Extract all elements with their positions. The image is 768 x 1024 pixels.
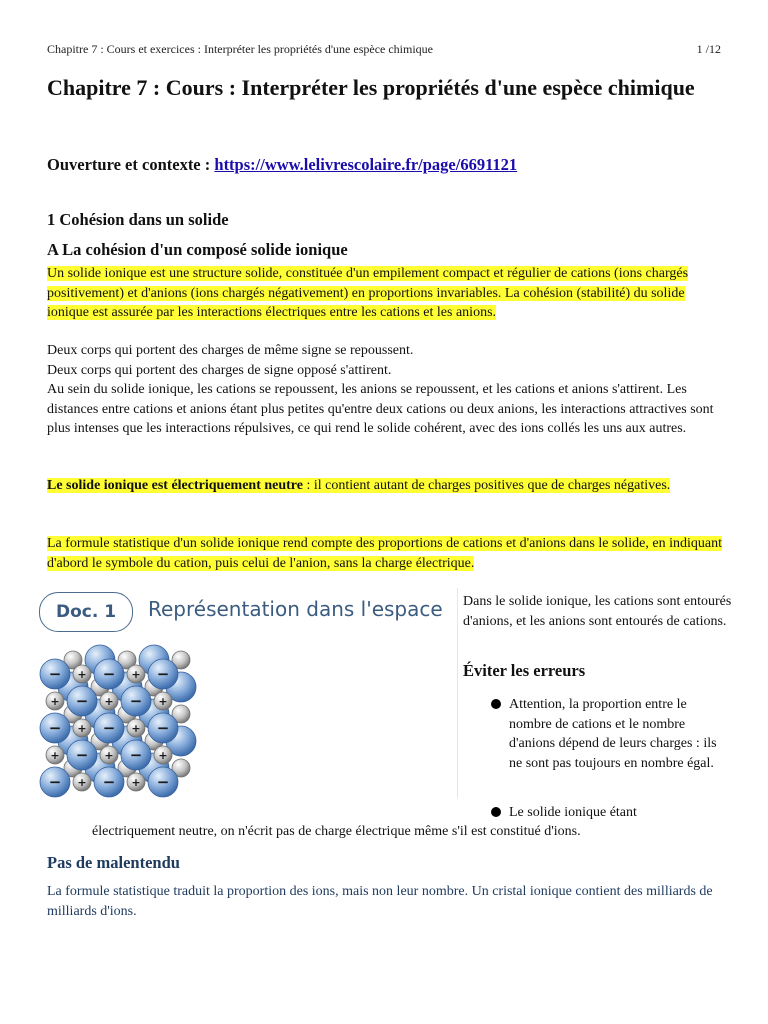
minus-sign: − xyxy=(75,692,89,710)
anion xyxy=(148,713,178,743)
neutrality-text xyxy=(47,478,670,493)
doc-title: Représentation dans l'espace xyxy=(148,597,443,621)
anion xyxy=(67,740,97,770)
cation xyxy=(73,719,91,737)
cation xyxy=(127,665,145,683)
bullet-icon xyxy=(491,807,501,817)
definition-paragraph xyxy=(47,264,723,323)
anion xyxy=(94,713,124,743)
minus-sign: − xyxy=(156,719,170,737)
minus-sign: − xyxy=(48,719,62,737)
doc-badge: Doc. 1 xyxy=(39,592,133,632)
context-link[interactable]: https://www.lelivrescolaire.fr/page/6691121 xyxy=(214,155,518,174)
plus-sign: + xyxy=(131,668,141,681)
cation xyxy=(127,773,145,791)
doc-figure xyxy=(35,588,458,798)
running-header xyxy=(47,42,721,57)
minus-sign: − xyxy=(102,773,116,791)
context-line xyxy=(47,155,517,175)
plus-sign: + xyxy=(131,776,141,789)
malentendu-heading: Pas de malentendu xyxy=(47,853,180,872)
opposite-sign-line: Deux corps qui portent des charges de signe opposé s'attirent. xyxy=(47,362,392,378)
errors-bullet-1: Attention, la proportion entre le nombre de cations et le nombre d'anions dépend de leurs charges : ils ne sont pas toujours en nombre égal. xyxy=(509,697,717,771)
neutrality-paragraph xyxy=(47,476,723,496)
anion xyxy=(40,767,70,797)
section-heading: 1 Cohésion dans un solide xyxy=(47,210,229,229)
plus-sign: + xyxy=(104,695,114,708)
errors-heading: Éviter les erreurs xyxy=(463,661,586,680)
anion xyxy=(148,767,178,797)
page-number: 1 /12 xyxy=(696,42,721,56)
errors-bullet-2-rest: électriquement neutre, on n'écrit pas de charge électrique même s'il est constitué d'ions. xyxy=(92,824,581,839)
plus-sign: + xyxy=(158,749,168,762)
subsection-heading: A La cohésion d'un composé solide ionique xyxy=(47,240,348,259)
cation xyxy=(73,665,91,683)
definition-text: Un solide ionique est une structure solide, constituée d'un empilement compact et régulier de cations (ions chargés positivement) et d'anions (ions chargés négativement) en proportions invariables. La cohésion (stabilité) du solide ionique est assurée par les interactions électriques entre les cations et les anions. xyxy=(47,266,689,320)
minus-sign: − xyxy=(48,665,62,683)
anion xyxy=(148,659,178,689)
cation xyxy=(100,692,118,710)
plus-sign: + xyxy=(158,695,168,708)
cation xyxy=(154,746,172,764)
plus-sign: + xyxy=(50,749,60,762)
page-title: Chapitre 7 : Cours : Interpréter les propriétés d'une espèce chimique xyxy=(47,75,695,100)
doc-caption: Dans le solide ionique, les cations sont entourés d'anions, et les anions sont entourés de cations. xyxy=(463,594,732,629)
cation xyxy=(127,719,145,737)
cation xyxy=(46,746,64,764)
anion xyxy=(94,659,124,689)
context-label: Ouverture et contexte : xyxy=(47,155,215,174)
neutrality-bold: Le solide ionique est électriquement neutre xyxy=(47,478,303,493)
cation xyxy=(73,773,91,791)
plus-sign: + xyxy=(77,668,87,681)
plus-sign: + xyxy=(131,722,141,735)
bullet-icon xyxy=(491,699,501,709)
cohesion-explanation: Au sein du solide ionique, les cations se repoussent, les anions se repoussent, et les cations et anions s'attirent. Les distances entre cations et anions étant plus petites qu'entre deux cations ou deux anions, les interactions attractives sont plus intenses que les interactions répulsives, ce qui rend le solide cohérent, avec des ions collés les uns aux autres. xyxy=(47,382,714,436)
plus-sign: + xyxy=(77,776,87,789)
ionic-crystal-illustration xyxy=(35,638,215,798)
cation xyxy=(154,692,172,710)
minus-sign: − xyxy=(102,719,116,737)
minus-sign: − xyxy=(75,746,89,764)
minus-sign: − xyxy=(102,665,116,683)
plus-sign: + xyxy=(50,695,60,708)
anion xyxy=(40,659,70,689)
formula-text: La formule statistique d'un solide ionique rend compte des proportions de cations et d'anions dans le solide, en indiquant d'abord le symbole du cation, puis celui de l'anion, sans la charge électrique. xyxy=(47,536,722,571)
charges-paragraph xyxy=(47,341,723,439)
minus-sign: − xyxy=(156,665,170,683)
neutrality-rest: : il contient autant de charges positives que de charges négatives. xyxy=(303,478,671,493)
anion xyxy=(121,740,151,770)
anion xyxy=(121,686,151,716)
formula-paragraph xyxy=(47,534,723,573)
same-sign-line: Deux corps qui portent des charges de même signe se repoussent. xyxy=(47,343,414,358)
malentendu-text: La formule statistique traduit la proportion des ions, mais non leur nombre. Un cristal ionique contient des milliards de milliards d'ions. xyxy=(47,884,713,919)
errors-bullet-2-start: Le solide ionique étant xyxy=(509,805,637,820)
plus-sign: + xyxy=(77,722,87,735)
running-title: Chapitre 7 : Cours et exercices : Interpréter les propriétés d'une espèce chimique xyxy=(47,42,434,56)
plus-sign: + xyxy=(104,749,114,762)
minus-sign: − xyxy=(156,773,170,791)
cation xyxy=(46,692,64,710)
cation xyxy=(100,746,118,764)
front-layer-ions xyxy=(40,659,178,797)
anion xyxy=(67,686,97,716)
anion xyxy=(94,767,124,797)
minus-sign: − xyxy=(129,692,143,710)
anion xyxy=(40,713,70,743)
minus-sign: − xyxy=(48,773,62,791)
minus-sign: − xyxy=(129,746,143,764)
